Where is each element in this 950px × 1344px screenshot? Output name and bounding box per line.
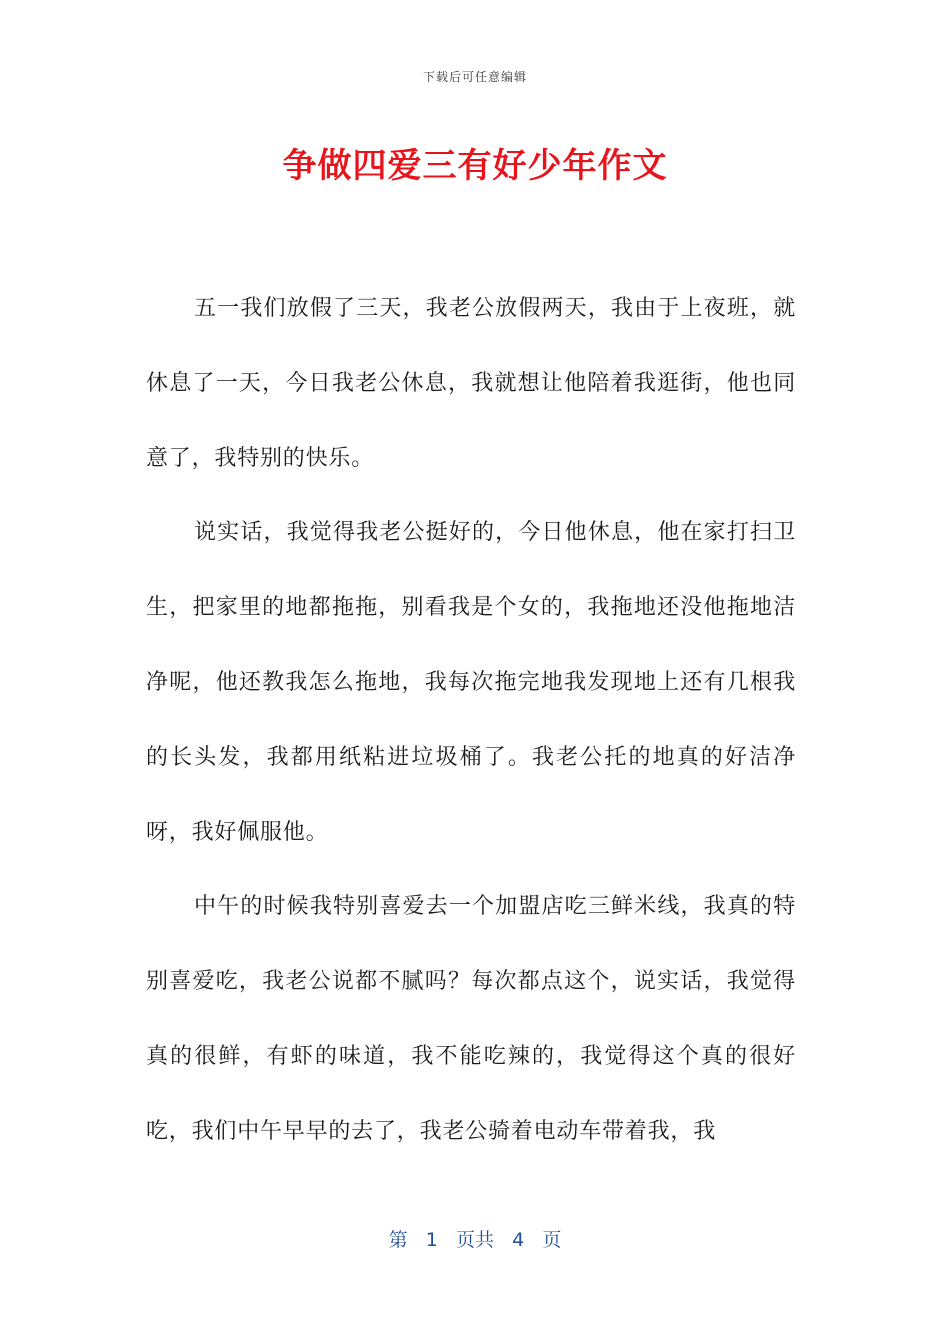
paragraph: 五一我们放假了三天，我老公放假两天，我由于上夜班，就休息了一天，今日我老公休息，我就想让他陪着我逛街，他也同意了，我特别的快乐。 (146, 296, 796, 471)
document-body (146, 272, 796, 1170)
page-label-prefix: 第 (388, 1229, 408, 1251)
document-title: 争做四爱三有好少年作文 (282, 146, 668, 186)
paragraph: 中午的时候我特别喜爱去一个加盟店吃三鲜米线，我真的特别喜爱吃，我老公说都不腻吗？每次都点这个，说实话，我觉得真的很鲜，有虾的味道，我不能吃辣的，我觉得这个真的很好吃，我们中午早早的去了，我老公骑着电动车带着我，我 (146, 894, 796, 1144)
page-number: 1 (425, 1229, 438, 1251)
total-pages: 4 (512, 1229, 525, 1251)
page-footer (0, 1225, 950, 1252)
page-label-suffix: 页 (542, 1229, 562, 1251)
paragraph: 说实话，我觉得我老公挺好的，今日他休息，他在家打扫卫生，把家里的地都拖拖，别看我是个女的，我拖地还没他拖地洁净呢，他还教我怎么拖地，我每次拖完地我发现地上还有几根我的长头发，我都用纸粘进垃圾桶了。我老公托的地真的好洁净呀，我好佩服他。 (146, 520, 796, 845)
header-note: 下载后可任意编辑 (422, 70, 527, 84)
page-label-mid: 页共 (455, 1229, 494, 1251)
